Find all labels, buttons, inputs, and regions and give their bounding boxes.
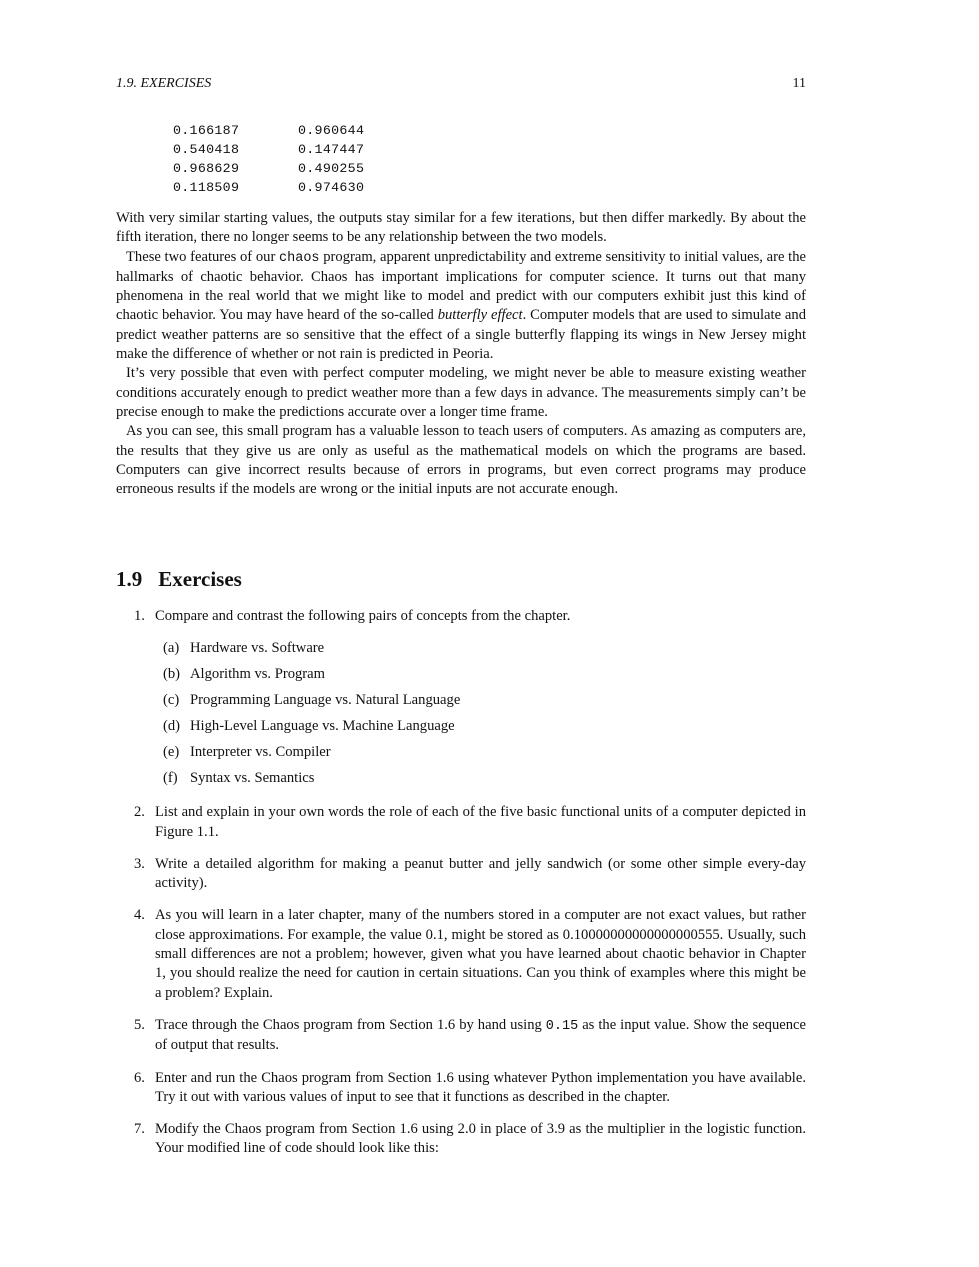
text-run: These two features of our <box>126 248 280 265</box>
text-run: Trace through the Chaos program from Section 1.6 by hand using <box>155 1016 546 1033</box>
table-row <box>173 140 364 159</box>
table-cell: 0.974630 <box>298 180 365 195</box>
exercise-text: Compare and contrast the following pairs of concepts from the chapter. <box>155 608 571 624</box>
exercise-text: Write a detailed algorithm for making a peanut butter and jelly sandwich (or some other simple every-day activity). <box>155 855 806 892</box>
emphasis-text: butterfly effect <box>437 307 523 324</box>
list-item <box>116 717 767 743</box>
paragraph-lesson: As you can see, this small program has a valuable lesson to teach users of computers. As amazing as computers are, the results that they give us are only as useful as the mathematical models on which the programs are based. Computers can give incorrect results because of errors in programs, but even correct programs may produce erroneous results if the models are wrong or the initial inputs are not accurate enough. <box>116 423 806 498</box>
text-run: as the input value. Show the sequence of output that results. <box>155 1016 806 1054</box>
inline-code: 0.15 <box>545 1018 579 1034</box>
item-label: (c) <box>163 692 180 709</box>
exercise-list <box>116 607 806 1159</box>
text-run: program, apparent unpredictability and extreme sensitivity to initial values, are the hallmarks of chaotic behavior. Chaos has important implications for computer science. It turns out that many phenomena in the real world that we might like to model and predict with our computers exhibit just this kind of chaotic behavior. You may have heard of the so-called <box>116 248 806 324</box>
paragraph-chaos-features <box>116 248 806 365</box>
exercise-number: 1. <box>134 608 145 624</box>
section-label: 1.9. EXERCISES <box>116 76 212 91</box>
item-label: (b) <box>163 666 181 683</box>
item-label: (e) <box>163 744 180 761</box>
paragraph-similar-values: With very similar starting values, the outputs stay similar for a few iterations, but then differ markedly. By about the fifth iteration, there no longer seems to be any relationship between the two models. <box>116 210 806 246</box>
item-text: Algorithm vs. Program <box>190 666 325 683</box>
exercise-text: Modify the Chaos program from Section 1.6 using 2.0 in place of 3.9 as the multiplier in the logistic function. Your modified line of code should look like this: <box>155 1121 806 1157</box>
table-cell: 0.968629 <box>173 161 240 176</box>
table-cell: 0.490255 <box>298 161 365 176</box>
sub-list <box>155 639 806 795</box>
table-row <box>173 178 364 197</box>
table-row <box>173 159 364 178</box>
item-text: Syntax vs. Semantics <box>190 770 315 787</box>
exercise-number: 2. <box>134 804 145 821</box>
exercise-number: 4. <box>134 907 145 924</box>
paragraph-weather: It’s very possible that even with perfect computer modeling, we might never be able to measure existing weather conditions accurately enough to predict weather more than a few days in advance. The measurements simply can’t be precise enough to make the predictions accurate over a longer time frame. <box>116 365 806 420</box>
text-run: . Computer models that are used to simulate and predict weather patterns are so sensitive that the effect of a single butterfly flapping its wings in New Jersey might make the difference of whether or not rain is predicted in Peoria. <box>116 307 806 363</box>
exercise-item <box>116 1120 806 1159</box>
exercise-text: Enter and run the Chaos program from Section 1.6 using whatever Python implementation you have available. Try it out with various values of input to see that it functions as described in the chapter. <box>155 1069 806 1105</box>
inline-code: chaos <box>279 250 320 266</box>
list-item <box>116 769 767 795</box>
section-number: 1.9 <box>116 567 143 591</box>
exercise-number: 6. <box>134 1069 145 1086</box>
item-label: (a) <box>163 640 180 657</box>
exercise-item <box>116 906 806 1002</box>
exercise-number: 5. <box>134 1016 145 1033</box>
body-text <box>116 209 806 499</box>
item-text: Hardware vs. Software <box>190 640 325 657</box>
exercise-item <box>116 1069 806 1108</box>
exercise-item <box>116 803 806 842</box>
running-header <box>116 75 806 93</box>
section-title: Exercises <box>158 567 242 591</box>
table-cell: 0.960644 <box>298 123 365 138</box>
exercise-text: List and explain in your own words the role of each of the five basic functional units of a computer depicted in Figure 1.1. <box>155 804 806 840</box>
item-label: (f) <box>163 770 178 787</box>
section-heading <box>116 565 242 593</box>
exercise-item <box>116 855 806 894</box>
item-text: Interpreter vs. Compiler <box>190 744 331 761</box>
exercise-text <box>155 1016 806 1056</box>
table-cell: 0.540418 <box>173 142 240 157</box>
item-label: (d) <box>163 718 181 735</box>
item-text: High-Level Language vs. Machine Language <box>190 718 455 735</box>
output-table <box>173 121 364 197</box>
exercise-number: 3. <box>134 855 145 872</box>
table-cell: 0.147447 <box>298 142 365 157</box>
item-text: Programming Language vs. Natural Language <box>190 692 461 709</box>
table-row <box>173 121 364 140</box>
list-item <box>116 665 767 691</box>
exercise-item <box>116 607 806 795</box>
table-cell: 0.166187 <box>173 123 240 138</box>
list-item <box>116 639 767 665</box>
exercise-item <box>116 1016 806 1056</box>
list-item <box>116 691 767 717</box>
list-item <box>116 743 767 769</box>
exercise-number: 7. <box>134 1121 145 1138</box>
exercise-text: As you will learn in a later chapter, many of the numbers stored in a computer are not exact values, but rather close approximations. For example, the value 0.1, might be stored as 0.10000000000000000555. Usually, such small differences are not a problem; however, given what you have learned about chaotic behavior in Chapter 1, you should realize the need for caution in certain situations. Can you think of examples where this might be a problem? Explain. <box>155 907 806 1001</box>
table-cell: 0.118509 <box>173 180 240 195</box>
page-number: 11 <box>792 76 806 91</box>
